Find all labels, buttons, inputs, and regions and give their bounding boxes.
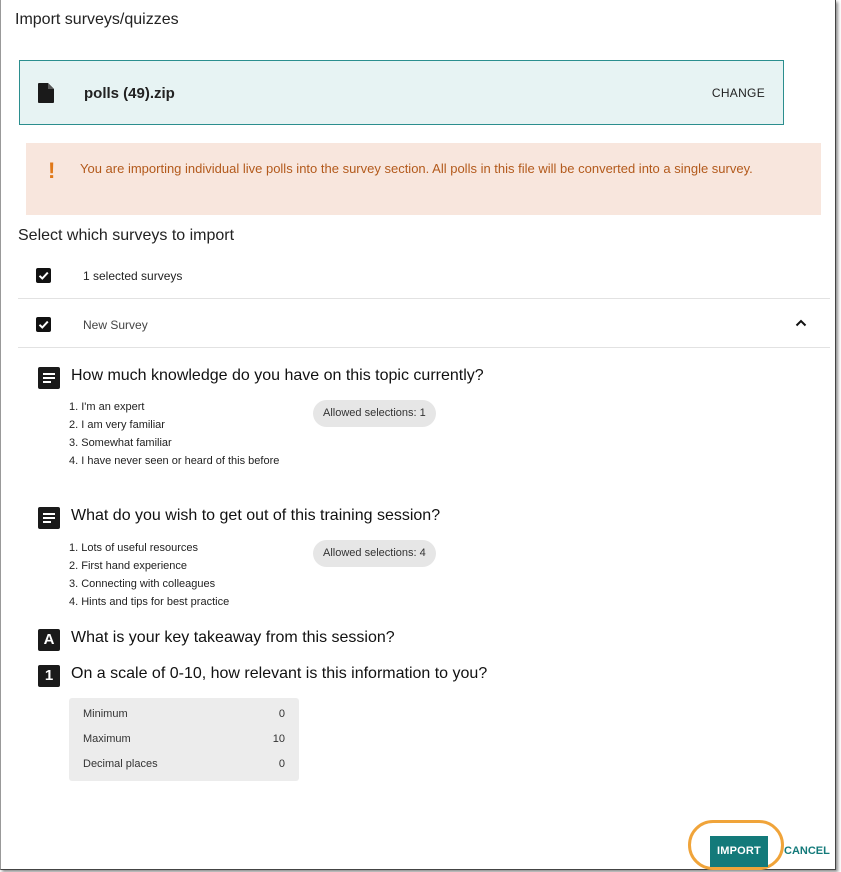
scale-maximum-row [83,733,285,749]
option: 4. I have never seen or heard of this before [69,455,280,467]
question-text: What do you wish to get out of this training session? [71,507,441,524]
options-list [69,398,284,470]
allowed-selections-badge: Allowed selections: 1 [313,400,436,427]
scale-label: Maximum [83,733,131,745]
multiple-choice-icon [38,507,60,529]
option: 2. First hand experience [69,560,188,572]
option: 3. Somewhat familiar [69,437,172,449]
chevron-up-icon[interactable] [794,316,808,330]
allowed-selections-badge: Allowed selections: 4 [313,540,436,567]
checkmark-icon [37,318,50,331]
question-text: How much knowledge do you have on this topic currently? [71,367,484,384]
option: 4. Hints and tips for best practice [69,596,230,608]
checkmark-icon [37,269,50,282]
option: 2. I am very familiar [69,419,165,431]
change-file-button[interactable]: CHANGE [711,86,765,100]
selected-file-box [19,60,784,125]
survey-name: New Survey [83,318,148,332]
option: 1. Lots of useful resources [69,542,199,554]
warning-text: You are importing individual live polls into the survey section. All polls in this file will be converted into a single survey. [80,161,753,176]
option: 3. Connecting with colleagues [69,578,216,590]
select-surveys-heading: Select which surveys to import [18,227,235,244]
text-answer-icon: A [38,629,60,651]
scale-settings [69,698,299,781]
survey-row [18,302,830,348]
exclamation-icon: ! [48,158,56,183]
scale-value: 0 [278,758,285,770]
question-text: What is your key takeaway from this session? [71,629,395,646]
scale-label: Minimum [83,708,128,720]
warning-banner [26,143,821,215]
dialog-title: Import surveys/quizzes [15,11,179,28]
cancel-button[interactable]: CANCEL [784,845,830,857]
numeric-scale-icon: 1 [38,665,60,687]
select-all-checkbox[interactable] [36,268,51,283]
select-all-row [18,253,830,299]
import-button[interactable]: IMPORT [710,836,768,867]
scale-decimal-row [83,758,285,774]
multiple-choice-icon [38,367,60,389]
scale-label: Decimal places [83,758,158,770]
option: 1. I'm an expert [69,401,145,413]
scale-value: 0 [278,708,285,720]
scale-minimum-row [83,708,285,724]
question-text: On a scale of 0-10, how relevant is this information to you? [71,665,488,682]
survey-checkbox[interactable] [36,317,51,332]
file-name: polls (49).zip [84,85,175,102]
file-icon [38,83,54,103]
select-all-label: 1 selected surveys [83,269,183,283]
options-list [69,539,284,611]
scale-value: 10 [272,733,285,745]
